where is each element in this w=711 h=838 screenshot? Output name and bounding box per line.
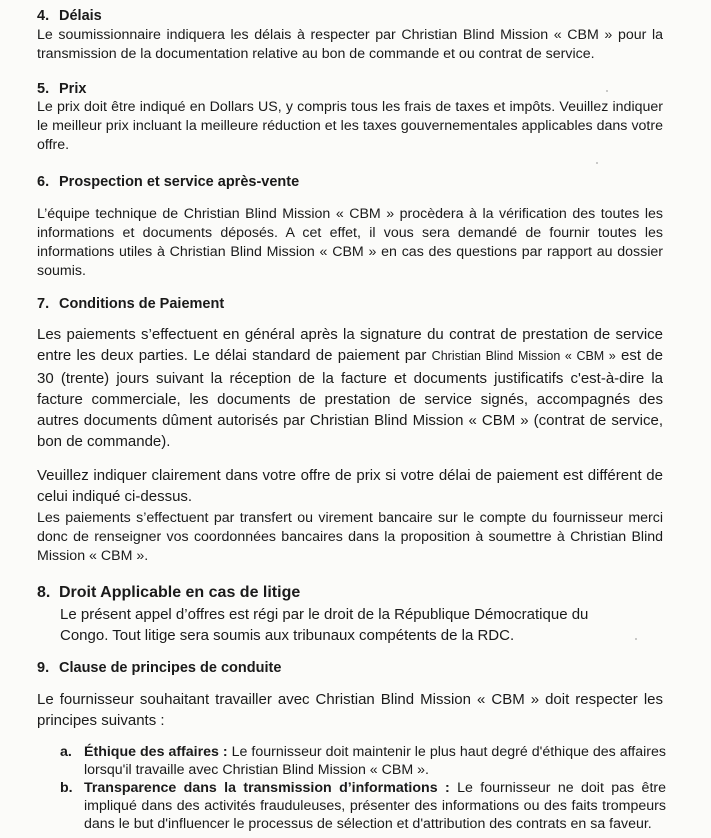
section-number: 5.: [37, 81, 50, 97]
paragraph-text: est de 30 (trente) jours suivant la réception de la facture et documents justificatifs c'est-à-dire la facture commerciale, les documents de prestation de service signés, accompagnés des autres documents dûment autorisés par Christian Blind Mission « CBM » (contrat de service, bon de commande).: [37, 347, 663, 451]
section-title: Conditions de Paiement: [59, 296, 225, 312]
section-number: 7.: [37, 296, 50, 312]
scan-speck: [596, 162, 598, 164]
section-5-text: Le prix doit être indiqué en Dollars US, y compris tous les frais de taxes et impôts. Veuillez indiquer le meilleur prix incluant la meilleure réduction et les taxes gouvernementales applicables dans votre offre.: [37, 99, 663, 153]
section-7-paragraph-1: [37, 324, 663, 453]
section-number: 8.: [37, 584, 51, 601]
section-number: 4.: [37, 8, 50, 24]
section-title: Clause de principes de conduite: [59, 660, 282, 676]
list-item-letter: a.: [60, 744, 72, 760]
section-8-heading: [37, 584, 300, 602]
section-title: Prix: [59, 81, 87, 97]
scan-speck: [606, 90, 608, 92]
list-item-label: Éthique des affaires :: [84, 744, 228, 760]
section-4-text: Le soumissionnaire indiquera les délais à respecter par Christian Blind Mission « CBM » pour la transmission de la documentation relative au bon de commande et ou contrat de service.: [37, 27, 663, 62]
section-9-heading: [37, 659, 281, 677]
list-item-label: Transparence dans la transmission d’informations :: [84, 780, 450, 796]
section-title: Prospection et service après-vente: [59, 174, 300, 190]
section-4-heading: [37, 7, 102, 25]
section-6-heading: [37, 173, 299, 191]
list-item: [60, 743, 666, 779]
organization-name-small: Christian Blind Mission « CBM »: [431, 349, 616, 364]
section-6-text: L’équipe technique de Christian Blind Mission « CBM » procèdera à la vérification des toutes les informations et documents déposés. A cet effet, il vous sera demandé de fournir toutes les informations utiles à Christian Blind Mission « CBM » en cas des questions par rapport au dossier soumis.: [37, 206, 663, 279]
section-number: 9.: [37, 660, 50, 676]
section-7-paragraph-2: Veuillez indiquer clairement dans votre offre de prix si votre délai de paiement est différent de celui indiqué ci-dessus.: [37, 467, 663, 506]
list-item-text: Le fournisseur ne doit pas être impliqué dans des activités frauduleuses, présenter des informations ou des faits trompeurs dans le but d'influencer le processus de sélection et d'attribution des contrats en sa faveur.: [84, 780, 666, 832]
scan-speck: [635, 638, 637, 640]
list-item: [60, 779, 666, 833]
section-7-heading: [37, 295, 224, 313]
list-item-letter: b.: [60, 780, 73, 796]
section-title: Délais: [59, 8, 102, 24]
section-title: Droit Applicable en cas de litige: [59, 584, 301, 601]
section-8-text: Le présent appel d’offres est régi par le droit de la République Démocratique du Congo. Tout litige sera soumis aux tribunaux compétents de la RDC.: [60, 606, 589, 644]
paragraph-text: Les paiements s’effectuent en général après la signature du contrat de prestation de service entre les deux parties. Le délai standard de paiement par: [37, 326, 663, 365]
section-number: 6.: [37, 174, 50, 190]
section-7-paragraph-3: Les paiements s’effectuent par transfert ou virement bancaire sur le compte du fournisseur merci donc de renseigner vos coordonnées bancaires dans la proposition à soumettre à Christian Blind Mission « CBM ».: [37, 510, 663, 564]
section-9-intro: Le fournisseur souhaitant travailler avec Christian Blind Mission « CBM » doit respecter les principes suivants :: [37, 691, 663, 730]
section-5-heading: [37, 80, 86, 98]
list-item-text: Le fournisseur doit maintenir le plus haut degré d'éthique des affaires lorsqu'il travaille avec Christian Blind Mission « CBM ».: [84, 744, 666, 778]
